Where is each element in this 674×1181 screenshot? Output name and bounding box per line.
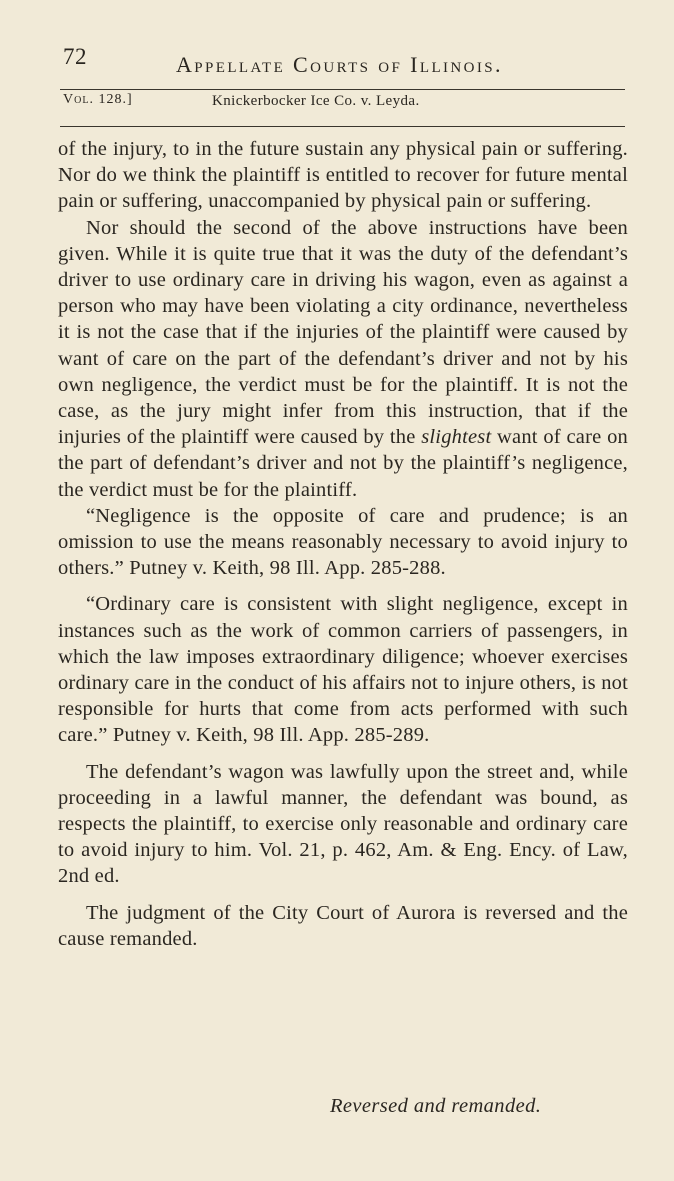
- case-title: Knickerbocker Ice Co. v. Leyda.: [212, 93, 420, 109]
- paragraph-2: [58, 215, 628, 503]
- paragraph-5: The defendant’s wagon was lawfully upon the street and, while proceeding in a lawful manner, the defendant was bound, as respects the plaintiff, to exercise only reasonable and ordinary care to avoid injury to him. Vol. 21, p. 462, Am. & Eng. Ency. of Law, 2nd ed.: [58, 760, 628, 888]
- paragraph-6: The judgment of the City Court of Aurora is reversed and the cause remanded.: [58, 901, 628, 950]
- running-title: Appellate Courts of Illinois.: [176, 52, 503, 77]
- page-number: 72: [63, 44, 87, 69]
- paragraph-2-text-a: Nor should the second of the above instructions have been given. While it is quite true that it was the duty of the defendant’s driver to use ordinary care in driving his wagon, even as against a person who may have been violating a city ordinance, nevertheless it is not the case that if the injuries of the plaintiff were caused by want of care on the part of the defendant’s driver and not by his own negligence, the verdict must be for the plaintiff. It is not the case, as the jury might infer from this instruction, that if the injuries of the plaintiff were caused by the: [58, 216, 628, 449]
- header-rule-top: [60, 89, 625, 90]
- volume-reference: Vol. 128.]: [63, 92, 133, 107]
- opinion-text: [58, 136, 628, 952]
- paragraph-4: “Ordinary care is consistent with slight negligence, except in instances such as the work of common carriers of passengers, in which the law imposes extraordinary diligence; whoever exercises ordinary care in the conduct of his affairs not to injure others, is not responsible for hurts that come from acts performed with such care.” Putney v. Keith, 98 Ill. App. 285-289.: [58, 593, 628, 747]
- judgment-signoff: Reversed and remanded.: [330, 1095, 542, 1117]
- header-rule-bottom: [60, 126, 625, 127]
- paragraph-1: of the injury, to in the future sustain any physical pain or suffering. Nor do we think the plaintiff is entitled to recover for future mental pain or suffering, unaccompanied by physical pain or suffering.: [58, 138, 628, 213]
- paragraph-3: “Negligence is the opposite of care and prudence; is an omission to use the means reasonably necessary to avoid injury to others.” Putney v. Keith, 98 Ill. App. 285-288.: [58, 504, 628, 580]
- paragraph-2-italic: slightest: [421, 426, 492, 449]
- paragraph-2-text-b: want of care on the part of defendant’s driver and not by the plaintiff’s negligence, the verdict must be for the plaintiff.: [58, 426, 628, 501]
